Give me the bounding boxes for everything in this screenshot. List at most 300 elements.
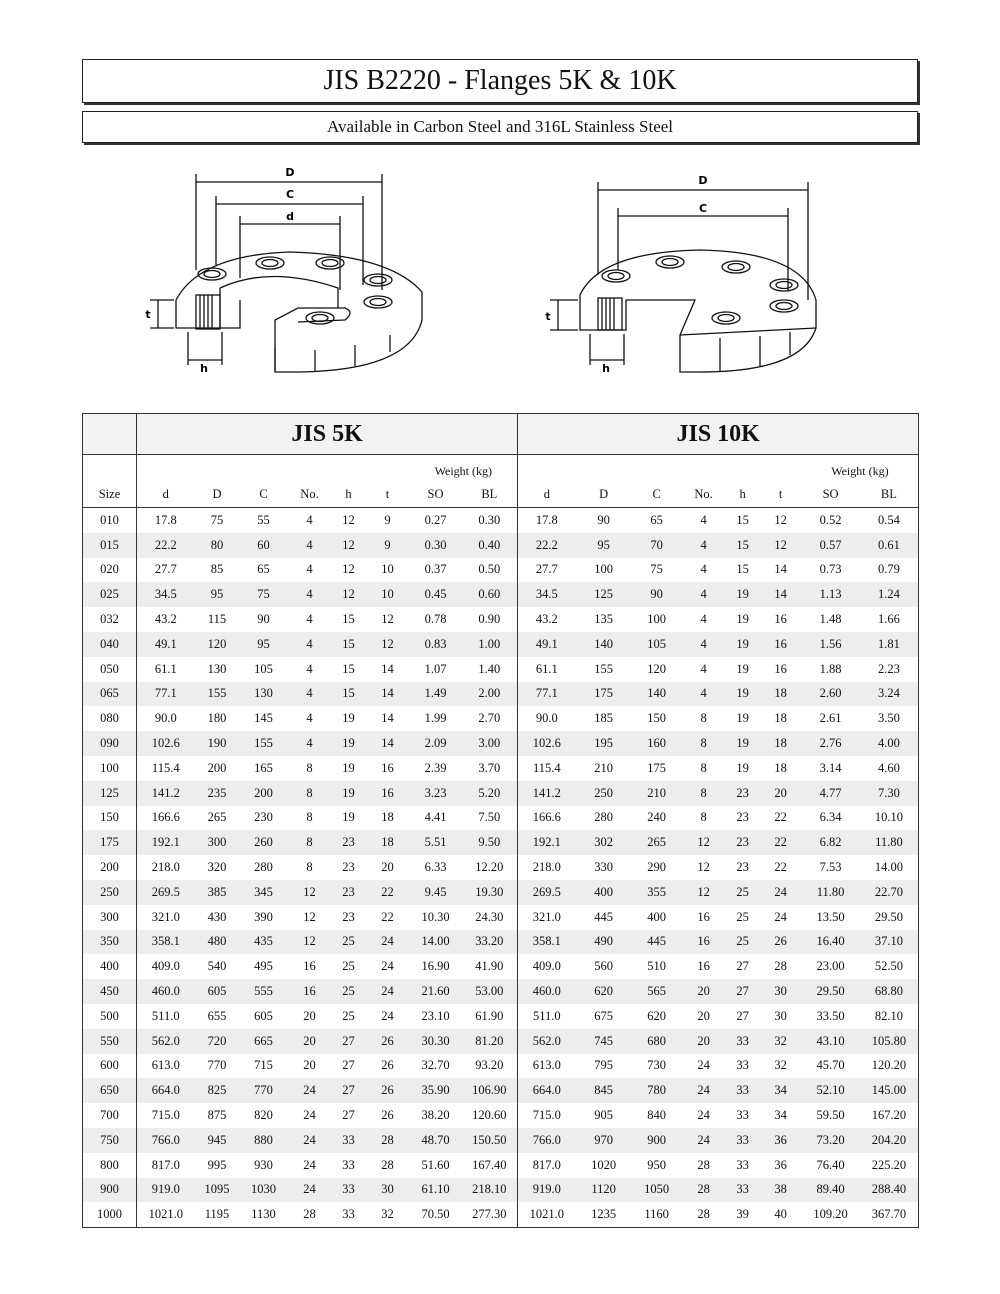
value-cell: 358.1 (518, 930, 576, 955)
value-cell: 51.60 (421, 1157, 450, 1172)
value-cell: 605 (254, 1008, 273, 1023)
col-header-10k-0: d (518, 481, 576, 508)
value-cell: 345 (240, 880, 288, 905)
value-cell: 60 (240, 533, 288, 558)
value-cell: 28 (697, 1207, 710, 1222)
weight-label-10k: Weight (kg) (802, 455, 919, 482)
value-cell: 95 (576, 533, 632, 558)
value-cell: 26 (381, 1058, 394, 1073)
value-cell: 15 (342, 612, 355, 627)
value-cell: 540 (207, 959, 227, 974)
value-cell: 90.0 (535, 711, 558, 726)
value-cell: 3.24 (860, 682, 919, 707)
value-cell: 24 (682, 1128, 726, 1153)
value-cell: 3.23 (410, 781, 462, 806)
value-cell: 218.10 (462, 1178, 518, 1203)
value-cell: 613.0 (151, 1058, 180, 1073)
value-cell: 1195 (204, 1207, 230, 1222)
value-cell: 235 (195, 781, 240, 806)
value-cell: 409.0 (151, 959, 180, 974)
value-cell: 27 (736, 1008, 749, 1023)
value-cell: 24 (303, 1157, 316, 1172)
value-cell: 39 (736, 1207, 749, 1222)
value-cell: 90 (632, 582, 682, 607)
value-cell: 28 (381, 1157, 394, 1172)
value-cell: 280 (254, 860, 273, 875)
value-cell: 4.00 (860, 731, 919, 756)
value-cell: 33 (736, 1058, 749, 1073)
value-cell: 15 (332, 632, 366, 657)
value-cell: 32 (774, 1058, 787, 1073)
value-cell: 565 (632, 979, 682, 1004)
value-cell: 33 (332, 1178, 366, 1203)
value-cell: 1.81 (860, 632, 919, 657)
value-cell: 24 (760, 880, 802, 905)
value-cell: 1.99 (424, 711, 447, 726)
value-cell: 167.20 (871, 1108, 907, 1123)
value-cell: 321.0 (151, 909, 180, 924)
value-cell: 27 (726, 979, 760, 1004)
col-header-10k-4: h (726, 481, 760, 508)
col-header-5k-2: C (240, 481, 288, 508)
value-cell: 400 (576, 880, 632, 905)
value-cell: 65 (257, 562, 270, 577)
size-cell: 450 (83, 979, 137, 1004)
col-header-5k-3: No. (288, 481, 332, 508)
value-cell: 43.2 (535, 612, 558, 627)
col-header-10k-3: No. (682, 481, 726, 508)
value-cell: 0.50 (462, 558, 518, 583)
standard-5k-header: JIS 5K (137, 414, 518, 455)
value-cell: 141.2 (518, 781, 576, 806)
value-cell: 0.30 (462, 508, 518, 533)
value-cell: 230 (254, 810, 273, 825)
value-cell: 820 (254, 1108, 273, 1123)
value-cell: 665 (240, 1029, 288, 1054)
value-cell: 52.50 (874, 959, 903, 974)
size-cell: 500 (83, 1004, 137, 1029)
value-cell: 102.6 (518, 731, 576, 756)
value-cell: 445 (632, 930, 682, 955)
value-cell: 330 (594, 860, 613, 875)
value-cell: 680 (632, 1029, 682, 1054)
value-cell: 2.23 (877, 661, 900, 676)
value-cell: 9.50 (462, 830, 518, 855)
value-cell: 358.1 (137, 930, 195, 955)
value-cell: 11.80 (802, 880, 860, 905)
value-cell: 845 (576, 1078, 632, 1103)
value-cell: 28 (774, 959, 787, 974)
value-cell: 22.70 (860, 880, 919, 905)
value-cell: 2.09 (410, 731, 462, 756)
value-cell: 70.50 (421, 1207, 450, 1222)
size-cell: 350 (83, 930, 137, 955)
value-cell: 1130 (251, 1207, 276, 1222)
value-cell: 511.0 (151, 1008, 180, 1023)
value-cell: 35.90 (410, 1078, 462, 1103)
value-cell: 150 (647, 711, 666, 726)
value-cell: 14 (366, 731, 410, 756)
value-cell: 26 (366, 1029, 410, 1054)
value-cell: 1.48 (819, 612, 842, 627)
value-cell: 165 (254, 760, 273, 775)
value-cell: 20 (381, 860, 394, 875)
value-cell: 24 (288, 1178, 332, 1203)
value-cell: 0.37 (424, 562, 447, 577)
value-cell: 2.60 (802, 682, 860, 707)
table-row (83, 756, 919, 781)
subtitle-box (82, 111, 918, 143)
value-cell: 8 (682, 731, 726, 756)
col-header-10k-7: BL (860, 481, 919, 508)
size-cell: 600 (83, 1054, 137, 1079)
value-cell: 730 (647, 1058, 666, 1073)
value-cell: 655 (207, 1008, 227, 1023)
value-cell: 10.30 (421, 909, 450, 924)
value-cell: 277.30 (462, 1202, 518, 1227)
table-row (83, 1078, 919, 1103)
size-header: Size (83, 481, 137, 508)
value-cell: 40 (774, 1207, 787, 1222)
value-cell: 0.52 (819, 512, 842, 527)
value-cell: 29.50 (802, 979, 860, 1004)
value-cell: 8 (682, 781, 726, 806)
value-cell: 555 (240, 979, 288, 1004)
standard-10k-header: JIS 10K (518, 414, 919, 455)
dim-t-label: t (545, 310, 551, 323)
value-cell: 218.0 (532, 860, 561, 875)
value-cell: 192.1 (518, 830, 576, 855)
table-row (83, 508, 919, 533)
value-cell: 2.70 (462, 706, 518, 731)
value-cell: 0.61 (860, 533, 919, 558)
value-cell: 390 (254, 909, 273, 924)
value-cell: 30 (760, 979, 802, 1004)
value-cell: 12 (303, 909, 316, 924)
value-cell: 4 (682, 533, 726, 558)
value-cell: 24 (381, 1008, 394, 1023)
value-cell: 33 (726, 1178, 760, 1203)
value-cell: 90 (597, 512, 610, 527)
value-cell: 55 (257, 512, 270, 527)
value-cell: 1120 (576, 1178, 632, 1203)
value-cell: 43.2 (154, 612, 177, 627)
value-cell: 102.6 (137, 731, 195, 756)
value-cell: 0.60 (462, 582, 518, 607)
value-cell: 4 (700, 512, 707, 527)
table-row (83, 706, 919, 731)
table-row (83, 731, 919, 756)
value-cell: 18 (381, 810, 394, 825)
value-cell: 4 (288, 731, 332, 756)
value-cell: 33 (736, 1108, 749, 1123)
table-row (83, 1202, 919, 1227)
value-cell: 166.6 (151, 810, 180, 825)
value-cell: 43.10 (802, 1029, 860, 1054)
value-cell: 20 (697, 1008, 710, 1023)
table-row (83, 533, 919, 558)
value-cell: 23 (332, 880, 366, 905)
value-cell: 180 (207, 711, 227, 726)
value-cell: 613.0 (532, 1058, 561, 1073)
value-cell: 192.1 (137, 830, 195, 855)
value-cell: 175 (576, 682, 632, 707)
value-cell: 52.10 (802, 1078, 860, 1103)
size-cell: 015 (83, 533, 137, 558)
value-cell: 27 (332, 1078, 366, 1103)
value-cell: 664.0 (137, 1078, 195, 1103)
value-cell: 80 (195, 533, 240, 558)
value-cell: 14 (381, 711, 394, 726)
value-cell: 27.7 (154, 562, 177, 577)
value-cell: 18 (774, 760, 787, 775)
value-cell: 817.0 (532, 1157, 561, 1172)
value-cell: 1.07 (424, 661, 447, 676)
value-cell: 780 (632, 1078, 682, 1103)
value-cell: 27 (342, 1108, 355, 1123)
value-cell: 16 (760, 632, 802, 657)
value-cell: 28 (303, 1207, 316, 1222)
value-cell: 6.33 (424, 860, 447, 875)
value-cell: 130 (207, 661, 227, 676)
value-cell: 460.0 (137, 979, 195, 1004)
value-cell: 435 (240, 930, 288, 955)
value-cell: 817.0 (151, 1157, 180, 1172)
corner-cell (83, 414, 137, 455)
value-cell: 90.0 (154, 711, 177, 726)
value-cell: 17.8 (154, 512, 177, 527)
value-cell: 9 (366, 533, 410, 558)
value-cell: 12 (288, 880, 332, 905)
value-cell: 23 (736, 860, 749, 875)
value-cell: 125 (576, 582, 632, 607)
table-row (83, 1029, 919, 1054)
value-cell: 25 (726, 880, 760, 905)
value-cell: 24 (682, 1078, 726, 1103)
value-cell: 160 (632, 731, 682, 756)
col-header-5k-7: BL (462, 481, 518, 508)
value-cell: 34.5 (518, 582, 576, 607)
value-cell: 29.50 (874, 909, 903, 924)
value-cell: 18 (760, 731, 802, 756)
value-cell: 41.90 (462, 954, 518, 979)
value-cell: 17.8 (535, 512, 558, 527)
value-cell: 150.50 (462, 1128, 518, 1153)
value-cell: 27.7 (535, 562, 558, 577)
value-cell: 8 (306, 810, 313, 825)
value-cell: 19 (726, 682, 760, 707)
col-header-5k-6: SO (410, 481, 462, 508)
value-cell: 1020 (591, 1157, 617, 1172)
value-cell: 25 (332, 930, 366, 955)
size-cell: 550 (83, 1029, 137, 1054)
value-cell: 265 (632, 830, 682, 855)
value-cell: 25 (342, 1008, 355, 1023)
value-cell: 620 (647, 1008, 666, 1023)
value-cell: 15 (342, 661, 355, 676)
value-cell: 12 (288, 930, 332, 955)
value-cell: 26 (366, 1078, 410, 1103)
dim-C-label: C (698, 202, 708, 215)
col-header-10k-5: t (760, 481, 802, 508)
col-header-5k-5: t (366, 481, 410, 508)
value-cell: 770 (207, 1058, 227, 1073)
column-header-row (83, 481, 919, 508)
value-cell: 875 (207, 1108, 227, 1123)
value-cell: 24 (288, 1078, 332, 1103)
value-cell: 22 (774, 810, 787, 825)
value-cell: 825 (195, 1078, 240, 1103)
value-cell: 6.34 (819, 810, 842, 825)
value-cell: 100 (594, 562, 613, 577)
table-row (83, 1004, 919, 1029)
value-cell: 18 (760, 682, 802, 707)
value-cell: 4 (288, 582, 332, 607)
value-cell: 19 (332, 781, 366, 806)
value-cell: 24 (288, 1128, 332, 1153)
value-cell: 14 (381, 661, 394, 676)
value-cell: 23 (736, 810, 749, 825)
value-cell: 1.40 (462, 657, 518, 682)
table-row (83, 582, 919, 607)
value-cell: 166.6 (532, 810, 561, 825)
table-row (83, 905, 919, 930)
value-cell: 23.10 (421, 1008, 450, 1023)
value-cell: 82.10 (874, 1008, 903, 1023)
dim-D-label: D (285, 166, 295, 179)
value-cell: 120 (195, 632, 240, 657)
value-cell: 3.14 (819, 760, 842, 775)
value-cell: 5.51 (410, 830, 462, 855)
value-cell: 45.70 (816, 1058, 845, 1073)
value-cell: 65 (650, 512, 663, 527)
value-cell: 0.40 (462, 533, 518, 558)
value-cell: 15 (332, 682, 366, 707)
table-row (83, 880, 919, 905)
table-row (83, 930, 919, 955)
value-cell: 20 (303, 1008, 316, 1023)
value-cell: 210 (594, 760, 613, 775)
value-cell: 19 (342, 810, 355, 825)
value-cell: 4 (700, 661, 707, 676)
dim-C-label: C (285, 188, 295, 201)
value-cell: 1.49 (410, 682, 462, 707)
value-cell: 32 (760, 1029, 802, 1054)
table-row (83, 1153, 919, 1178)
value-cell: 13.50 (816, 909, 845, 924)
value-cell: 620 (576, 979, 632, 1004)
value-cell: 10 (366, 582, 410, 607)
value-cell: 770 (240, 1078, 288, 1103)
value-cell: 675 (594, 1008, 613, 1023)
flange-5k-diagram (140, 160, 440, 390)
value-cell: 11.80 (860, 830, 919, 855)
value-cell: 745 (576, 1029, 632, 1054)
value-cell: 25 (342, 959, 355, 974)
value-cell: 3.50 (877, 711, 900, 726)
value-cell: 200 (207, 760, 227, 775)
value-cell: 21.60 (410, 979, 462, 1004)
value-cell: 290 (647, 860, 666, 875)
size-cell: 700 (83, 1103, 137, 1128)
value-cell: 27 (736, 959, 749, 974)
value-cell: 155 (195, 682, 240, 707)
value-cell: 302 (576, 830, 632, 855)
value-cell: 367.70 (871, 1207, 907, 1222)
value-cell: 919.0 (518, 1178, 576, 1203)
table-row (83, 855, 919, 880)
value-cell: 7.50 (462, 806, 518, 831)
value-cell: 19 (736, 661, 749, 676)
value-cell: 22 (381, 909, 394, 924)
value-cell: 970 (576, 1128, 632, 1153)
value-cell: 22 (366, 880, 410, 905)
value-cell: 3.00 (462, 731, 518, 756)
value-cell: 766.0 (137, 1128, 195, 1153)
value-cell: 38.20 (421, 1108, 450, 1123)
value-cell: 175 (647, 760, 666, 775)
value-cell: 4 (306, 512, 313, 527)
value-cell: 4 (682, 582, 726, 607)
value-cell: 260 (240, 830, 288, 855)
size-cell: 100 (83, 756, 137, 781)
value-cell: 36 (760, 1128, 802, 1153)
value-cell: 120 (647, 661, 666, 676)
value-cell: 15 (736, 512, 749, 527)
flange-10k-drawing (540, 160, 840, 390)
value-cell: 16 (774, 661, 787, 676)
value-cell: 28 (366, 1128, 410, 1153)
value-cell: 4 (288, 682, 332, 707)
spec-table-body (83, 508, 919, 1228)
value-cell: 115.4 (151, 760, 180, 775)
value-cell: 4 (288, 533, 332, 558)
value-cell: 1235 (591, 1207, 617, 1222)
value-cell: 409.0 (532, 959, 561, 974)
value-cell: 1160 (644, 1207, 669, 1222)
value-cell: 185 (594, 711, 613, 726)
value-cell: 562.0 (137, 1029, 195, 1054)
value-cell: 155 (240, 731, 288, 756)
value-cell: 49.1 (137, 632, 195, 657)
value-cell: 218.0 (151, 860, 180, 875)
value-cell: 4 (306, 562, 313, 577)
value-cell: 300 (195, 830, 240, 855)
size-cell: 650 (83, 1078, 137, 1103)
value-cell: 23 (726, 830, 760, 855)
value-cell: 12 (332, 533, 366, 558)
value-cell: 8 (700, 810, 707, 825)
value-cell: 4 (700, 612, 707, 627)
value-cell: 4 (288, 632, 332, 657)
value-cell: 130 (240, 682, 288, 707)
page-title-box (82, 59, 918, 103)
value-cell: 16 (697, 959, 710, 974)
size-cell: 1000 (83, 1202, 137, 1227)
value-cell: 23 (332, 830, 366, 855)
value-cell: 1030 (240, 1178, 288, 1203)
value-cell: 38 (760, 1178, 802, 1203)
value-cell: 14 (774, 562, 787, 577)
value-cell: 321.0 (532, 909, 561, 924)
value-cell: 19 (736, 760, 749, 775)
flange-10k-diagram (540, 160, 840, 390)
value-cell: 12 (682, 880, 726, 905)
value-cell: 8 (306, 860, 313, 875)
value-cell: 33.20 (462, 930, 518, 955)
value-cell: 26 (760, 930, 802, 955)
value-cell: 22 (760, 830, 802, 855)
